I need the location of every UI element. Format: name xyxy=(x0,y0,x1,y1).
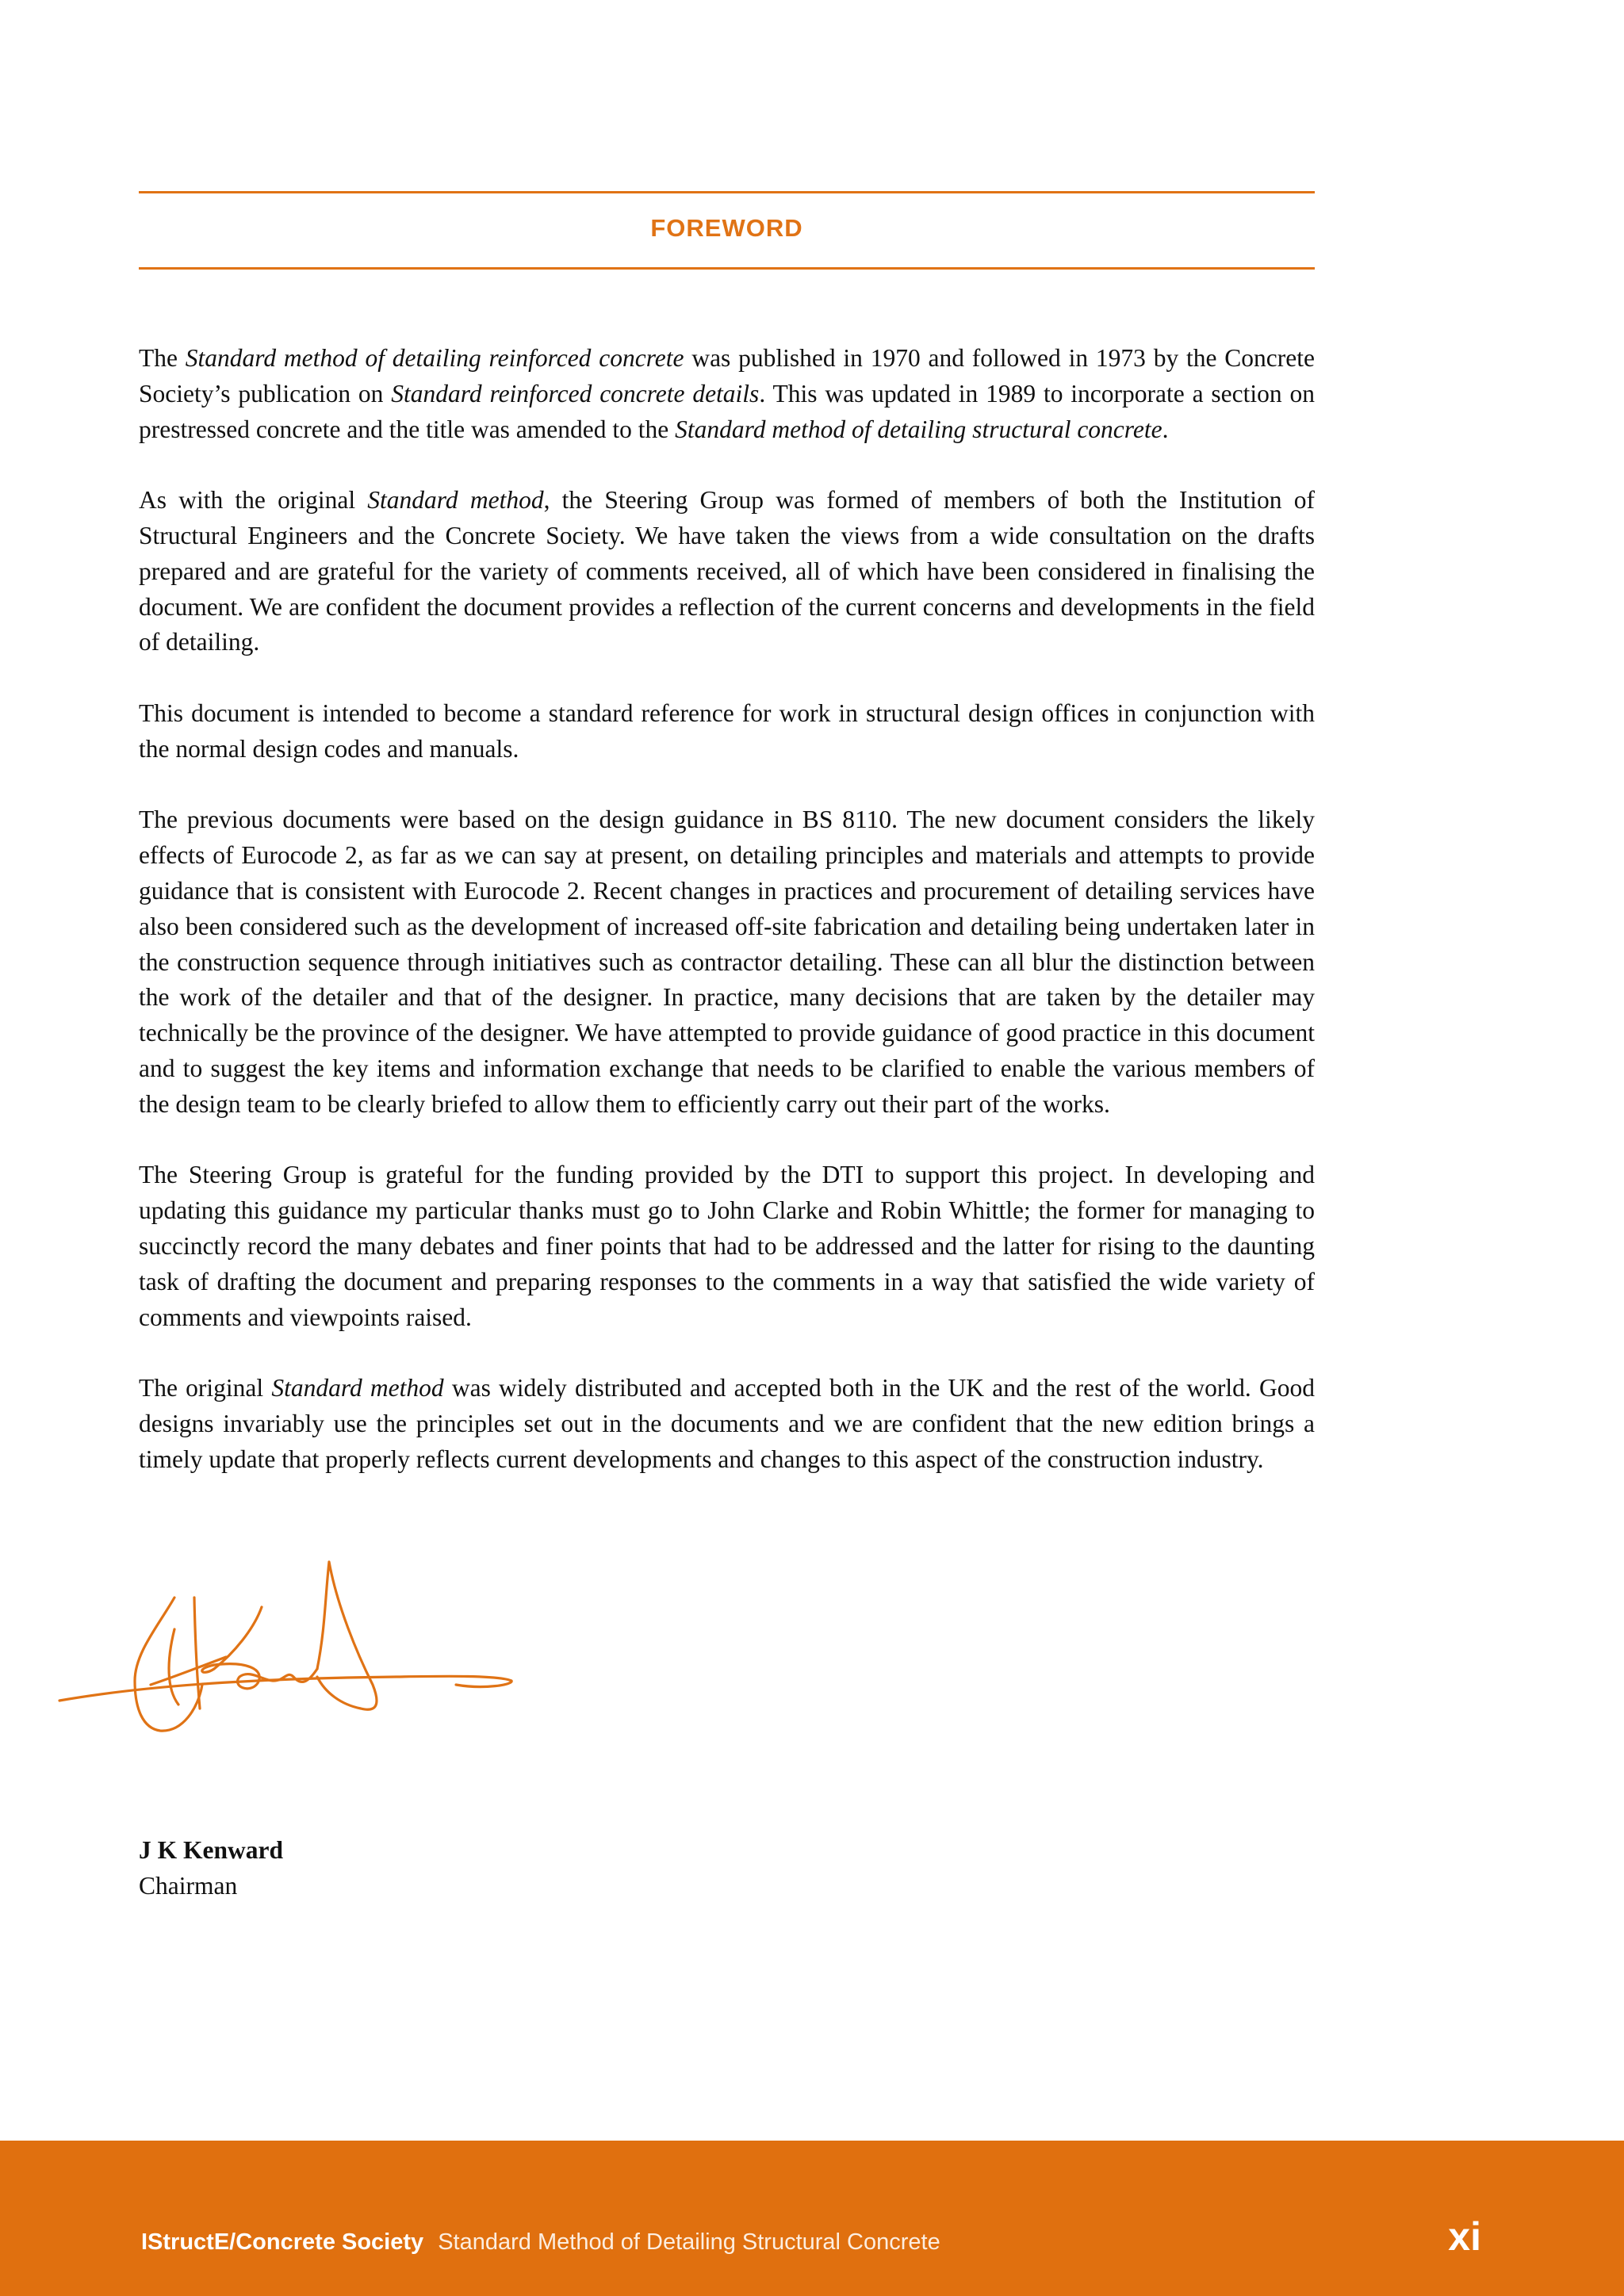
italic-title-run: Standard method xyxy=(367,486,544,515)
signer-name: J K Kenward xyxy=(139,1836,284,1864)
footer-credit xyxy=(141,2229,940,2256)
text-run: , the Steering Group was formed of members of both the Institution of Structural Engineers and the Concrete Society. We have taken the views from a wide consultation on the drafts prepared and are grateful for the variety of comments received, all of which have been considered in finalising the document. We are confident the document provides a reflection of the current concerns and developments in the field of detailing. xyxy=(139,486,1315,656)
foreword-body xyxy=(139,341,1315,1513)
text-run: was widely distributed and accepted both in the UK and the rest of the world. Good designs invariably use the principles set out in the documents and we are confident that the new edition brings a timely update that properly reflects current developments and changes to this aspect of the construction industry. xyxy=(139,1374,1315,1473)
text-run: The previous documents were based on the design guidance in BS 8110. The new document considers the likely effects of Eurocode 2, as far as we can say at present, on detailing principles and materials and attempts to provide guidance that is consistent with Eurocode 2. Recent changes in practices and procurement of detailing services have also been considered such as the development of increased off-site fabrication and detailing being undertaken later in the construction sequence through initiatives such as contractor detailing. These can all blur the distinction between the work of the detailer and that of the designer. In practice, many decisions that are taken by the detailer may technically be the province of the designer. We have attempted to provide guidance of good practice in this document and to suggest the key items and information exchange that needs to be clarified to enable the various members of the design team to be clearly briefed to allow them to efficiently carry out their part of the works. xyxy=(139,806,1315,1118)
foreword-paragraph xyxy=(139,696,1315,767)
footer-organisation: IStructE/Concrete Society xyxy=(141,2229,424,2255)
italic-title-run: Standard method xyxy=(271,1374,444,1402)
foreword-paragraph xyxy=(139,1158,1315,1335)
foreword-paragraph xyxy=(139,802,1315,1122)
text-run: . xyxy=(1162,415,1169,443)
heading-rule-bottom xyxy=(139,267,1315,270)
text-run: The xyxy=(139,344,186,372)
text-run: This document is intended to become a standard reference for work in structural design offices in conjunction with the normal design codes and manuals. xyxy=(139,698,1315,763)
italic-title-run: Standard method of detailing structural concrete xyxy=(675,415,1162,443)
foreword-paragraph xyxy=(139,341,1315,447)
page-number: xi xyxy=(1448,2214,1481,2259)
foreword-paragraph xyxy=(139,1371,1315,1477)
signature-icon xyxy=(56,1550,523,1748)
page-footer xyxy=(0,2141,1624,2296)
signer-block xyxy=(139,1833,283,1904)
text-run: . This was updated in 1989 to incorporate a section on prestressed concrete and the title was amended to the xyxy=(139,379,1315,443)
signer-role: Chairman xyxy=(139,1871,238,1900)
foreword-paragraph xyxy=(139,483,1315,660)
footer-publication-title: Standard Method of Detailing Structural Concrete xyxy=(438,2229,940,2255)
text-run: was published in 1970 and followed in 1973 by the Concrete Society’s publication on xyxy=(139,344,1315,408)
italic-title-run: Standard method of detailing reinforced concrete xyxy=(185,344,684,372)
page-title: FOREWORD xyxy=(650,214,803,242)
italic-title-run: Standard reinforced concrete details xyxy=(391,379,760,408)
text-run: The Steering Group is grateful for the funding provided by the DTI to support this project. In developing and updating this guidance my particular thanks must go to John Clarke and Robin Whittle; the former for managing to succinctly record the many debates and finer points that had to be addressed and the latter for rising to the daunting task of drafting the document and preparing responses to the comments in a way that satisfied the wide variety of comments and viewpoints raised. xyxy=(139,1161,1315,1331)
text-run: As with the original xyxy=(139,486,368,515)
text-run: The original xyxy=(139,1374,272,1402)
heading-rule-top xyxy=(139,191,1315,193)
